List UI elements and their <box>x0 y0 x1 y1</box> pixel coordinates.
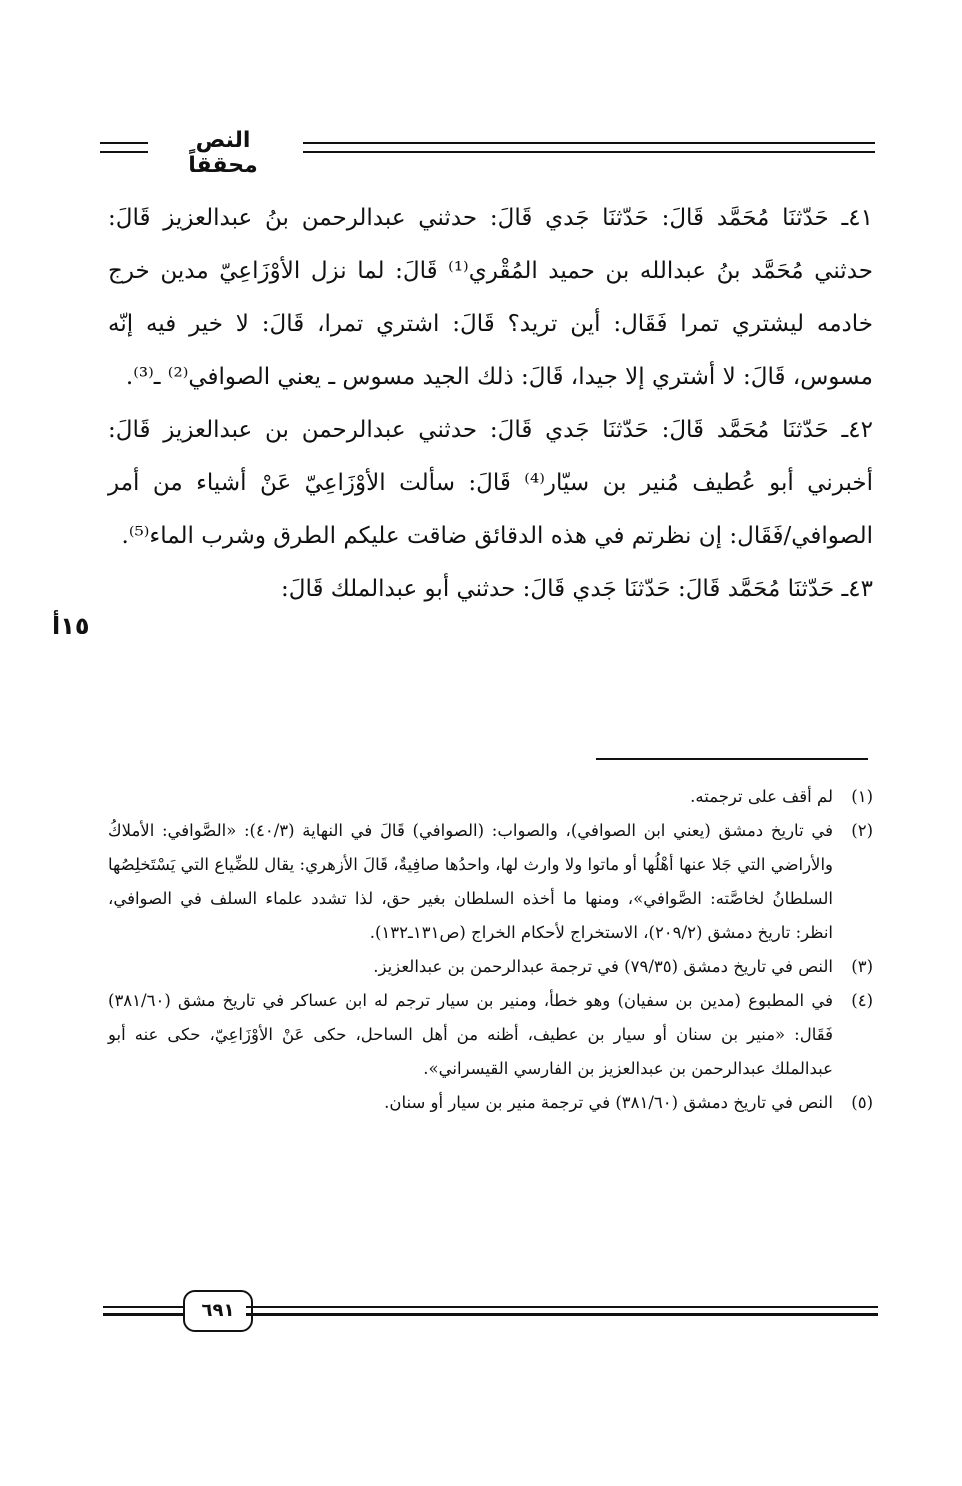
manuscript-folio-marker: ١٥أ <box>52 612 90 640</box>
footnote-number: (١) <box>851 787 873 806</box>
footnote-item <box>108 814 873 950</box>
footnote-item <box>108 984 873 1086</box>
footnote-number: (٥) <box>851 1093 873 1112</box>
footer-rule-left <box>103 1306 183 1316</box>
footnote-text: النص في تاريخ دمشق (٣٨١/٦٠) في ترجمة منير بن سيار أو سنان. <box>384 1093 833 1112</box>
running-header-title: النص محققاً <box>188 128 258 178</box>
footnote-number: (٣) <box>851 957 873 976</box>
paragraph-41: ٤١ـ حَدّثنَا مُحَمَّد قَالَ: حَدّثنَا جَدي قَالَ: حدثني عبدالرحمن بنُ عبدالعزيز قَالَ: حدثني مُحَمَّد بنُ عبدالله بن حميد المُقْري⁽¹⁾ قَالَ: لما نزل الأوْزَاعِيّ مدين خرج خادمه ليشتري تمرا فَقَال: أين تريد؟ قَالَ: اشتري تمرا، قَالَ: لا خير فيه إنّه مسوس، قَالَ: لا أشتري إلا جيدا، قَالَ: ذلك الجيد مسوس ـ يعني الصوافي⁽²⁾ ـ⁽³⁾. <box>108 205 873 390</box>
page-number: ٦٩١ <box>183 1290 253 1332</box>
running-header <box>100 128 875 178</box>
footnotes <box>108 780 873 1120</box>
footnote-separator <box>596 758 868 760</box>
page-footer <box>103 1290 878 1340</box>
footnote-text: النص في تاريخ دمشق (٧٩/٣٥) في ترجمة عبدالرحمن بن عبدالعزيز. <box>373 957 833 976</box>
footnote-text: في تاريخ دمشق (يعني ابن الصوافي)، والصواب: (الصوافي) قَالَ في النهاية (٤٠/٣): «الصَّوافي: الأملاكُ والأراضي التي جَلا عنها أهْلُها أو ماتوا ولا وارث لها، واحدُها صافِيةٌ، قَالَ الأزهري: يقال للضِّياع التي يَسْتَخلِصُها السلطانُ لخاصَّته: الصَّوافي»، ومنها ما أخذه السلطان بغير حق، لذا تشدد علماء السلف في الصوافي، انظر: تاريخ دمشق (٢٠٩/٢)، الاستخراج لأحكام الخراج (ص١٣١ـ١٣٢). <box>108 821 833 942</box>
footnote-number: (٤) <box>851 991 873 1010</box>
footnote-text: في المطبوع (مدين بن سفيان) وهو خطأ، ومنير بن سيار ترجم له ابن عساكر في تاريخ مشق (٣٨١/٦٠) فَقَال: «منير بن سنان أو سيار بن عطيف، أظنه من أهل الساحل، حكى عَنْ الأوْزَاعِيّ، حكى عنه أبو عبدالملك عبدالرحمن بن عبدالعزيز بن الفارسي القيسراني». <box>108 991 833 1078</box>
paragraph-43: ٤٣ـ حَدّثنَا مُحَمَّد قَالَ: حَدّثنَا جَدي قَالَ: حدثني أبو عبدالملك قَالَ: <box>281 576 873 602</box>
header-rule-left <box>100 142 148 153</box>
footnote-number: (٢) <box>851 821 873 840</box>
paragraph-42: ٤٢ـ حَدّثنَا مُحَمَّد قَالَ: حَدّثنَا جَدي قَالَ: حدثني عبدالرحمن بن عبدالعزيز قَالَ: أخبرني أبو عُطيف مُنير بن سيّار⁽⁴⁾ قَالَ: سألت الأوْزَاعِيّ عَنْ أشياء من أمر الصوافي/فَقَال: إن نظرتم في هذه الدقائق ضاقت عليكم الطرق وشرب الماء⁽⁵⁾. <box>108 417 873 549</box>
header-rule-right <box>303 142 875 153</box>
footer-rule-right <box>246 1306 878 1316</box>
footnote-item <box>108 950 873 984</box>
footnote-item <box>108 1086 873 1120</box>
main-text <box>108 192 873 616</box>
footnote-item <box>108 780 873 814</box>
footnote-text: لم أقف على ترجمته. <box>690 787 833 806</box>
